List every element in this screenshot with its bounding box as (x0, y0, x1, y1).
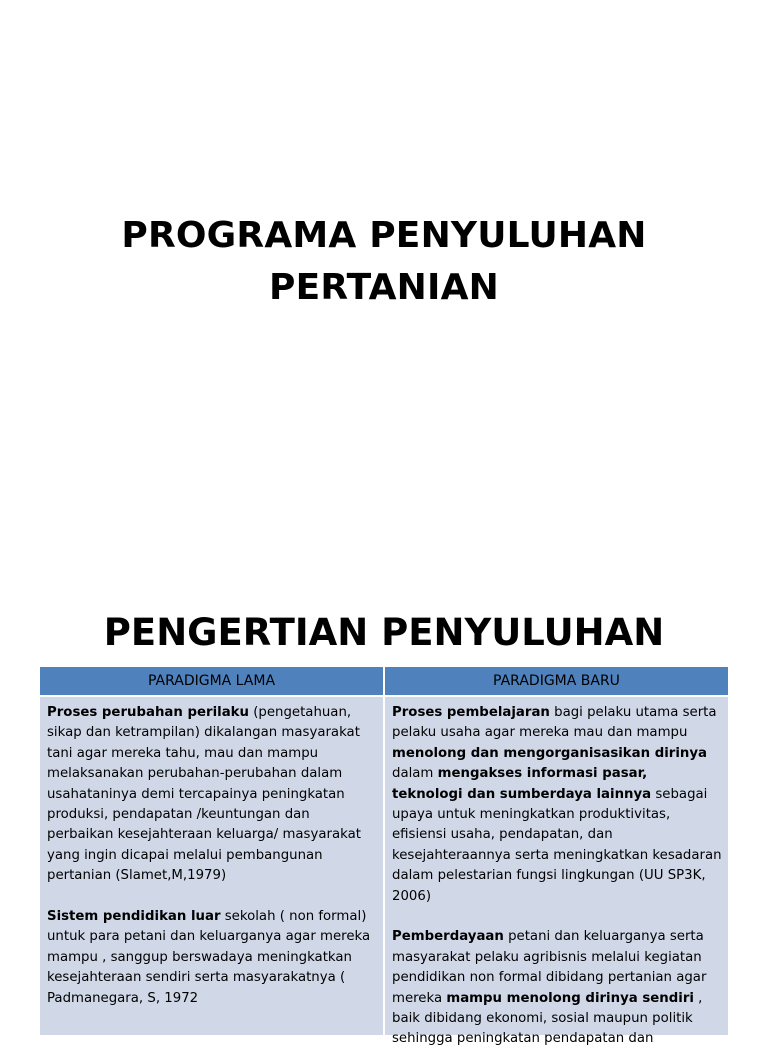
header-paradigma-baru: PARADIGMA BARU (384, 666, 729, 696)
slide-definition (0, 590, 768, 1047)
lama-paragraph-1 (47, 703, 377, 887)
text-run: , baik dibidang ekonomi, sosial maupun politik sehingga peningkatan pendapatan dan (392, 990, 703, 1047)
lama-paragraph-2 (47, 907, 377, 1009)
table-header-row (39, 666, 729, 696)
main-title-line1: PROGRAMA PENYULUHAN (121, 215, 647, 256)
text-run: petani dan keluarganya serta masyarakat pelaku agribisnis melalui kegiatan pendidikan non formal dibidang pertanian agar mereka (392, 929, 707, 1006)
bold-phrase: mampu menolong dirinya sendiri (446, 990, 694, 1006)
bold-phrase: menolong dan mengorganisasikan dirinya (392, 745, 708, 761)
bold-phrase: Sistem pendidikan luar (47, 909, 221, 925)
text-run: bagi pelaku utama serta pelaku usaha agar mereka mau dan mampu (392, 705, 717, 741)
text-run: sekolah ( non formal) untuk para petani dan keluarganya agar mereka mampu , sanggup berswadaya meningkatkan kesejahteraan sendiri serta masyarakatnya ( Padmanegara, S, 1972 (47, 909, 371, 1006)
text-run: (pengetahuan, sikap dan ketrampilan) dikalangan masyarakat tani agar mereka tahu, mau dan mampu melaksanakan perubahan-perubahan dalam usahataninya demi tercapainya peningkatan produksi, pendapatan /keuntungan dan perbaikan kesejahteraan keluarga/ masyarakat yang ingin dicapai melalui pembangunan pertanian (Slamet,M,1979) (47, 705, 361, 884)
main-title-line2: PERTANIAN (268, 267, 500, 308)
header-paradigma-lama: PARADIGMA LAMA (39, 666, 384, 696)
cell-paradigma-baru (384, 696, 729, 1047)
baru-paragraph-1 (392, 703, 722, 907)
section-title: PENGERTIAN PENYULUHAN (103, 611, 665, 654)
cell-paradigma-lama (39, 696, 384, 1036)
paradigm-table (39, 666, 729, 1047)
baru-paragraph-2 (392, 927, 722, 1049)
bold-phrase: mengakses informasi pasar, teknologi dan sumberdaya lainnya (392, 766, 652, 802)
bold-phrase: Proses perubahan perilaku (47, 705, 249, 720)
main-title (0, 210, 768, 314)
table-body-row (39, 696, 729, 1047)
bold-phrase: Proses pembelajaran (392, 705, 550, 720)
text-run: dalam (392, 766, 438, 782)
text-run: sebagai upaya untuk meningkatkan produktivitas, efisiensi usaha, pendapatan, dan kesejahteraannya serta meningkatkan kesadaran dalam pelestarian fungsi lingkungan (UU SP3K, 2006) (392, 786, 722, 904)
bold-phrase: Pemberdayaan (392, 929, 504, 945)
